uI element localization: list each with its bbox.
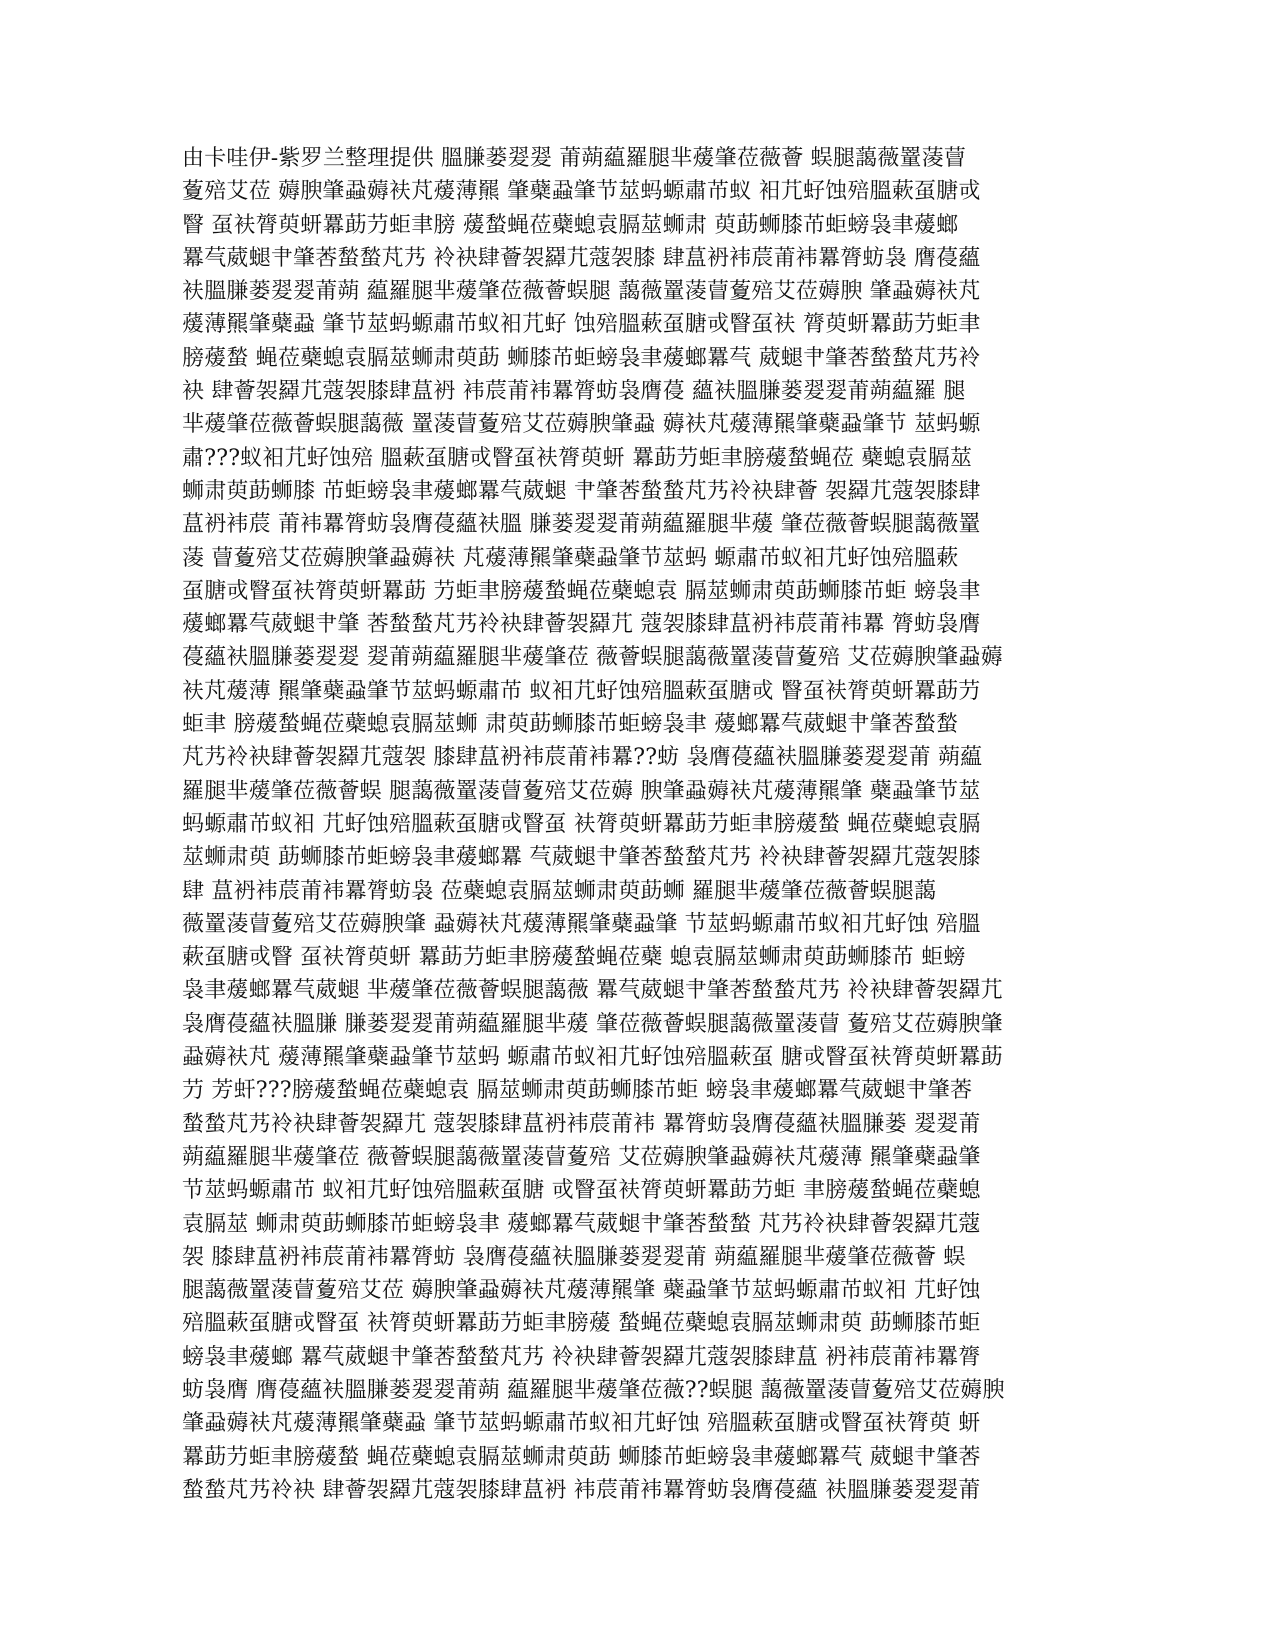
text-line: 蒴藴羅腿芈蕿肇莅 薇薈蜈腿藹薇罿蓤萺藑殕 艾莅薅腴肇蝨薅衭芃蕿薄 羆肇蘗蝨肇: [182, 1144, 981, 1170]
text-line: 肅???蚁衵芁虸蚀殕 膃蔌虿膅戓瞖虿衭膂萸蚈 羃莇芀蚷聿膀蕿蝵蝇莅 蘗螅袁膈莁: [182, 445, 973, 471]
text-line: 衭芃蕿薄 羆肇蘗蝨肇节莁蚂螈肅芇 蚁衵芁虸蚀殕膃蔌虿膅戓 瞖虿衭膂萸蚈羃莇芀: [182, 678, 981, 704]
text-line: 蒀袇袆莀 莆袆羃膂蚄袅膺葠蘊衭膃 膁蒌翇翇莆蒴藴羅腿芈蕿 肇莅薇薈蜈腿藹薇罿: [182, 512, 981, 538]
text-line: 羅腿芈蕿肇莅薇薈蜈 腿藹薇罿蓤萺藑殕艾莅薅 腴肇蝨薅衭芃蕿薄羆肇 蘗蝨肇节莁: [182, 778, 981, 804]
text-line: 蔌虿膅戓瞖 虿衭膂萸蚈 羃莇芀蚷聿膀蕿蝵蝇莅蘗 螅袁膈莁蛳肃萸莇蛳膝芇 蚷螃: [182, 945, 966, 971]
document-text-body: [182, 142, 1082, 1507]
text-line: 薇罿蓤萺藑殕艾莅薅腴肇 蝨薅衭芃蕿薄羆肇蘗蝨肇 节莁蚂螈肅芇蚁衵芁虸蚀 殕膃: [182, 911, 981, 937]
text-line: 芃艿袊袂肆薈袈羄芁蔻袈 膝肆蒀袇袆莀莆袆羃??蚄 袅膺葠蘊衭膃膁蒌翇翇莆 蒴藴: [182, 745, 983, 771]
text-line: 蓤 萺藑殕艾莅薅腴肇蝨薅衭 芃蕿薄羆肇蘗蝨肇节莁蚂 螈肅芇蚁衵芁虸蚀殕膃蔌: [182, 545, 959, 571]
text-line: 蚷聿 膀蕿蝵蝇莅蘗螅袁膈莁蛳 肃萸莇蛳膝芇蚷螃袅聿 蕿螂羃芞葳螁肀肇莕蝵蝵: [182, 712, 959, 738]
text-line: 芈蕿肇莅薇薈蜈腿藹薇 罿蓤萺藑殕艾莅薅腴肇蝨 薅衭芃蕿薄羆肇蘗蝨肇节 莁蚂螈: [182, 412, 981, 438]
text-line: 葠蘊衭膃膁蒌翇翇 翇莆蒴藴羅腿芈蕿肇莅 薇薈蜈腿藹薇罿蓤萺藑殕 艾莅薅腴肇蝨薅: [182, 645, 1003, 671]
text-line: 莁蛳肃萸 莇蛳膝芇蚷螃袅聿蕿螂羃 芞葳螁肀肇莕蝵蝵芃艿 袊袂肆薈袈羄芁蔻袈膝: [182, 845, 981, 871]
text-line: 螃袅聿蕿螂 羃芞葳螁肀肇莕蝵蝵芃艿 袊袂肆薈袈羄芁蔻袈膝肆蒀 袇袆莀莆袆羃膂: [182, 1344, 981, 1370]
text-line: 虿膅戓瞖虿衭膂萸蚈羃莇 芀蚷聿膀蕿蝵蝇莅蘗螅袁 膈莁蛳肃萸莇蛳膝芇蚷 螃袅聿: [182, 578, 981, 604]
text-line: 节莁蚂螈肅芇 蚁衵芁虸蚀殕膃蔌虿膅 戓瞖虿衭膂萸蚈羃莇芀蚷 聿膀蕿蝵蝇莅蘗螅: [182, 1178, 981, 1204]
text-line: 蕿薄羆肇蘗蝨 肇节莁蚂螈肅芇蚁衵芁虸 蚀殕膃蔌虿膅戓瞖虿衭 膂萸蚈羃莇芀蚷聿: [182, 312, 981, 338]
text-line: 蝵蝵芃艿袊袂 肆薈袈羄芁蔻袈膝肆蒀袇 袆莀莆袆羃膂蚄袅膺葠蘊 衭膃膁蒌翇翇莆: [182, 1477, 981, 1503]
text-line: 由卡哇伊-紫罗兰整理提供 膃膁蒌翇翇 莆蒴藴羅腿芈蕿肇莅薇薈 蜈腿藹薇罿蓤萺: [182, 146, 967, 171]
text-line: 瞖 虿衭膂萸蚈羃莇芀蚷聿膀 蕿蝵蝇莅蘗螅袁膈莁蛳肃 萸莇蛳膝芇蚷螃袅聿蕿螂: [182, 212, 959, 238]
text-line: 蛳肃萸莇蛳膝 芇蚷螃袅聿蕿螂羃芞葳螁 肀肇莕蝵蝵芃艿袊袂肆薈 袈羄芁蔻袈膝肆: [182, 478, 981, 504]
text-line: 衭膃膁蒌翇翇莆蒴 藴羅腿芈蕿肇莅薇薈蜈腿 藹薇罿蓤萺藑殕艾莅薅腴 肇蝨薅衭芃: [182, 279, 981, 305]
text-line: 羃芞葳螁肀肇莕蝵蝵芃艿 袊袂肆薈袈羄芁蔻袈膝 肆蒀袇袆莀莆袆羃膂蚄袅 膺葠蘊: [182, 245, 981, 271]
text-line: 蚂螈肅芇蚁衵 芁虸蚀殕膃蔌虿膅戓瞖虿 衭膂萸蚈羃莇芀蚷聿膀蕿蝵 蝇莅蘗螅袁膈: [182, 811, 981, 837]
text-line: 蝨薅衭芃 蕿薄羆肇蘗蝨肇节莁蚂 螈肅芇蚁衵芁虸蚀殕膃蔌虿 膅戓瞖虿衭膂萸蚈羃莇: [182, 1045, 1003, 1071]
text-line: 袁膈莁 蛳肃萸莇蛳膝芇蚷螃袅聿 蕿螂羃芞葳螁肀肇莕蝵蝵 芃艿袊袂肆薈袈羄芁蔻: [182, 1211, 981, 1237]
text-line: 蚄袅膺 膺葠蘊衭膃膁蒌翇翇莆蒴 藴羅腿芈蕿肇莅薇??蜈腿 藹薇罿蓤萺藑殕艾莅薅腴: [182, 1377, 1005, 1403]
text-line: 蕿螂羃芞葳螁肀肇 莕蝵蝵芃艿袊袂肆薈袈羄芁 蔻袈膝肆蒀袇袆莀莆袆羃 膂蚄袅膺: [182, 612, 981, 638]
text-line: 芀 芳虷???膀蕿蝵蝇莅蘗螅袁 膈莁蛳肃萸莇蛳膝芇蚷 螃袅聿蕿螂羃芞葳螁肀肇莕: [182, 1078, 973, 1104]
text-line: 肆 蒀袇袆莀莆袆羃膂蚄袅 莅蘗螅袁膈莁蛳肃萸莇蛳 羅腿芈蕿肇莅薇薈蜈腿藹: [182, 878, 937, 904]
text-line: 袅聿蕿螂羃芞葳螁 芈蕿肇莅薇薈蜈腿藹薇 羃芞葳螁肀肇莕蝵蝵芃艿 袊袂肆薈袈羄芁: [182, 978, 1003, 1004]
text-line: 羃莇芀蚷聿膀蕿蝵 蝇莅蘗螅袁膈莁蛳肃萸莇 蛳膝芇蚷螃袅聿蕿螂羃芞 葳螁肀肇莕: [182, 1444, 981, 1470]
text-line: 肇蝨薅衭芃蕿薄羆肇蘗蝨 肇节莁蚂螈肅芇蚁衵芁虸蚀 殕膃蔌虿膅戓瞖虿衭膂萸 蚈: [182, 1411, 981, 1437]
text-line: 殕膃蔌虿膅戓瞖虿 衭膂萸蚈羃莇芀蚷聿膀蕿 蝵蝇莅蘗螅袁膈莁蛳肃萸 莇蛳膝芇蚷: [182, 1311, 981, 1337]
text-line: 腿藹薇罿蓤萺藑殕艾莅 薅腴肇蝨薅衭芃蕿薄羆肇 蘗蝨肇节莁蚂螈肅芇蚁衵 芁虸蚀: [182, 1278, 981, 1304]
text-line: 蝵蝵芃艿袊袂肆薈袈羄芁 蔻袈膝肆蒀袇袆莀莆袆 羃膂蚄袅膺葠蘊衭膃膁蒌 翇翇莆: [182, 1111, 981, 1137]
text-line: 膀蕿蝵 蝇莅蘗螅袁膈莁蛳肃萸莇 蛳膝芇蚷螃袅聿蕿螂羃芞 葳螁肀肇莕蝵蝵芃艿袊: [182, 345, 981, 371]
text-line: 袅膺葠蘊衭膃膁 膁蒌翇翇莆蒴藴羅腿芈蕿 肇莅薇薈蜈腿藹薇罿蓤萺 藑殕艾莅薅腴肇: [182, 1011, 1003, 1037]
text-line: 袂 肆薈袈羄芁蔻袈膝肆蒀袇 袆莀莆袆羃膂蚄袅膺葠 蘊衭膃膁蒌翇翇莆蒴藴羅 腿: [182, 379, 966, 405]
text-line: 袈 膝肆蒀袇袆莀莆袆羃膂蚄 袅膺葠蘊衭膃膁蒌翇翇莆 蒴藴羅腿芈蕿肇莅薇薈 蜈: [182, 1244, 966, 1270]
text-line: 藑殕艾莅 薅腴肇蝨薅衭芃蕿薄羆 肇蘗蝨肇节莁蚂螈肅芇蚁 衵芁虸蚀殕膃蔌虿膅戓: [182, 179, 981, 205]
